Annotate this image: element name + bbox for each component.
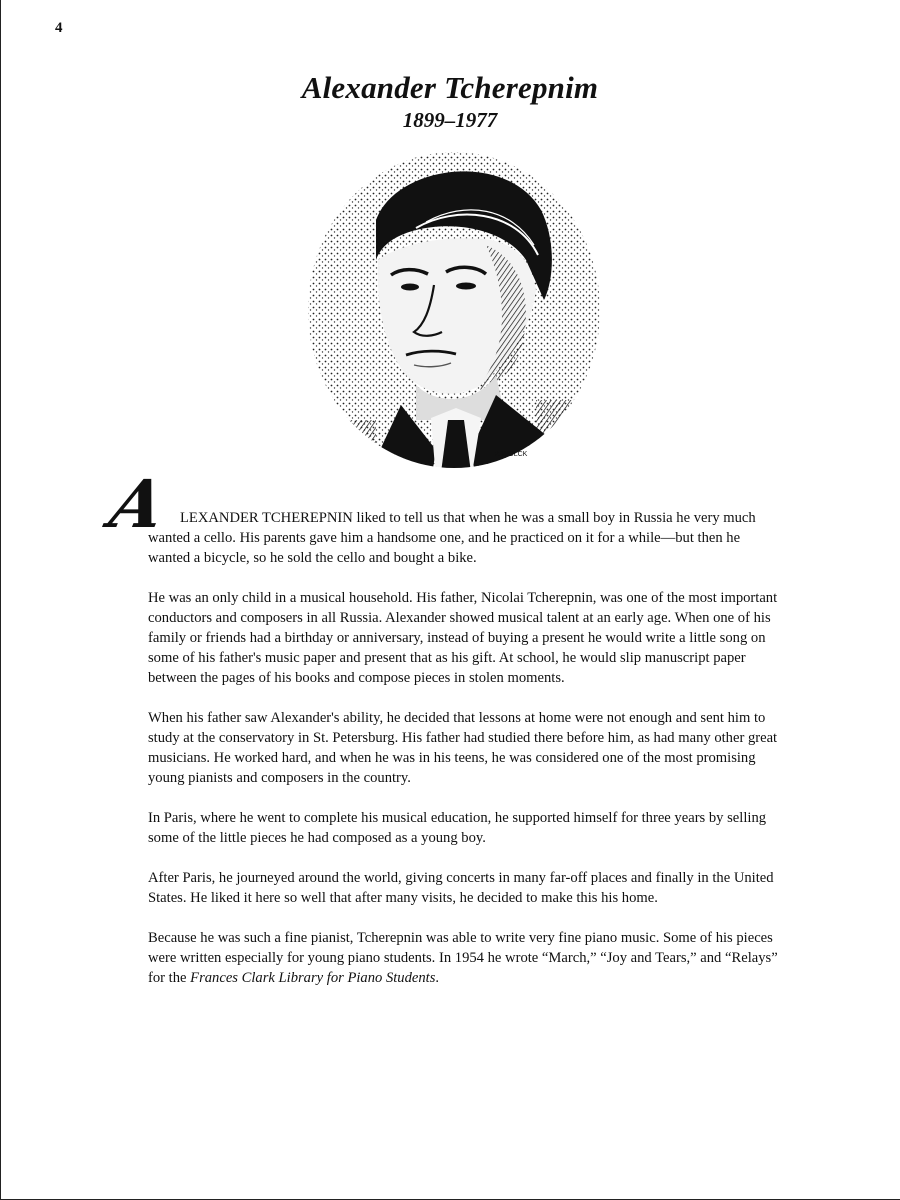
- page-title: Alexander Tcherepnim: [301, 70, 599, 105]
- paragraph-6-end: .: [435, 970, 440, 986]
- page-number: 4: [55, 20, 63, 36]
- paragraph-3: When his father saw Alexander's ability, he decided that lessons at home were not enough and sent him to study at the conservatory in St. Petersburg. His father had studied there before him, as had many other great musicians. He worked hard, and when he was in his teens, he was considered one of the most promising young pianists and composers in the country.: [148, 710, 778, 786]
- paragraph-5: After Paris, he journeyed around the world, giving concerts in many far-off places and finally in the United States. He liked it here so well that after many visits, he decided to make this his home.: [148, 870, 774, 906]
- paragraph-1-text: liked to tell us that when he was a small boy in Russia he very much wanted a cello. His parents gave him a handsome one, and he practiced on it for a while—but then he wanted a bicycle, so he sold the cello and bought a bike.: [148, 510, 756, 566]
- biography-text: [148, 508, 780, 1008]
- library-title: Frances Clark Library for Piano Students: [190, 970, 436, 986]
- paragraph-1: [148, 508, 780, 568]
- opening-caps: LEXANDER TCHEREPNIN: [180, 510, 353, 526]
- paragraph-6-text: Because he was such a fine pianist, Tcherepnin was able to write very fine piano music. Some of his pieces were written especially for young piano students. In 1954 he wrote “March,” “Joy and Tears,” and “Relays” for the: [148, 930, 778, 986]
- page-border-left: [0, 0, 1, 1200]
- composer-portrait: [306, 150, 602, 480]
- life-dates: 1899–1977: [402, 108, 498, 132]
- paragraph-2: He was an only child in a musical household. His father, Nicolai Tcherepnin, was one of the most important conductors and composers in all Russia. Alexander showed musical talent at an early age. When one of his family or friends had a birthday or anniversary, instead of buying a present he would write a little song on some of his father's music paper and present that as his gift. At school, he would slip manuscript paper between the pages of his books and compose pieces in stolen moments.: [148, 590, 778, 686]
- portrait-signature: P. WOLCK: [494, 451, 528, 458]
- drop-cap: A: [103, 465, 172, 543]
- paragraph-4: In Paris, where he went to complete his musical education, he supported himself for three years by selling some of the little pieces he had composed as a young boy.: [148, 810, 767, 846]
- paragraph-6: [148, 928, 780, 988]
